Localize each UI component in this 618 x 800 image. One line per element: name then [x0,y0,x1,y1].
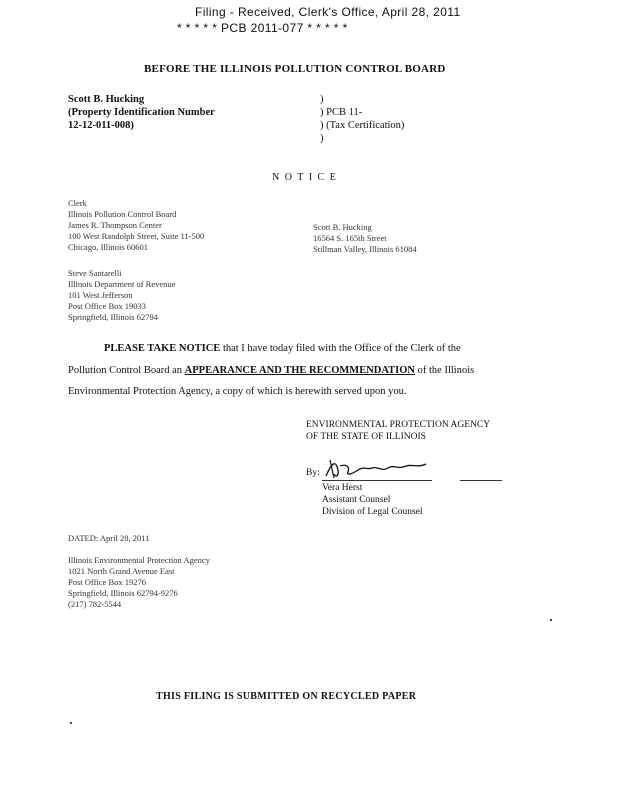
address-line: 16564 S. 165th Street [313,233,387,243]
caption-case-type: ) (Tax Certification) [320,120,405,131]
address-revenue [68,268,175,323]
signature-line-end [460,480,502,481]
address-line: Stillman Valley, Illinois 61084 [313,244,417,254]
caption-pin-line: (Property Identification Number [68,107,215,118]
footer-address-line: 1021 North Grand Avenue East [68,566,175,576]
address-line: Illinois Pollution Control Board [68,209,177,219]
address-line: 101 West Jefferson [68,290,133,300]
notice-body-line-3: Environmental Protection Agency, a copy of which is herewith served upon you. [68,386,407,397]
address-line: 100 West Randolph Street, Suite 11-500 [68,231,205,241]
footer-address-line: Post Office Box 19276 [68,577,146,587]
notice-line-2-start: Pollution Control Board an [68,365,185,376]
address-line: Illinois Department of Revenue [68,279,176,289]
board-title: BEFORE THE ILLINOIS POLLUTION CONTROL BOARD [144,63,446,75]
agency-state: OF THE STATE OF ILLINOIS [306,432,426,442]
address-line: James R. Thompson Center [68,220,162,230]
signer-title: Assistant Counsel [322,495,391,505]
address-hucking [313,222,417,255]
notice-body-line-2 [68,365,474,376]
caption-petitioner: Scott B. Hucking [68,94,145,105]
dated-line: DATED: April 28, 2011 [68,533,150,543]
scan-speck [550,619,552,621]
address-line: Chicago, Illinois 60601 [68,242,149,252]
notice-title: N O T I C E [272,172,338,183]
signer-block [322,482,423,518]
caption-paren-4: ) [320,133,324,144]
recycled-paper-note: THIS FILING IS SUBMITTED ON RECYCLED PAPER [156,691,417,702]
address-line: Scott B. Hucking [313,222,372,232]
address-line: Post Office Box 19033 [68,301,146,311]
signer-name: Vera Herst [322,483,363,493]
caption-case-number: ) PCB 11- [320,107,363,118]
notice-line-2-end: of the Illinois [415,365,475,376]
signer-division: Division of Legal Counsel [322,507,423,517]
caption-paren-1: ) [320,94,324,105]
scan-speck [70,722,72,724]
by-label: By: [306,468,320,478]
notice-body-line-1 [104,343,461,354]
notice-lead: PLEASE TAKE NOTICE [104,343,221,354]
footer-address [68,555,210,610]
notice-line-1-rest: that I have today filed with the Office of the Clerk of the [220,343,461,354]
address-clerk [68,198,204,253]
filing-stamp-line-2: * * * * * PCB 2011-077 * * * * * [177,21,348,35]
footer-address-line: Springfield, Illinois 62794-9276 [68,588,178,598]
agency-name: ENVIRONMENTAL PROTECTION AGENCY [306,420,491,430]
agency-block [306,419,490,443]
handwritten-signature [322,456,432,482]
footer-address-line: (217) 782-5544 [68,599,122,609]
caption-left [68,93,215,132]
address-line: Clerk [68,198,87,208]
footer-address-line: Illinois Environmental Protection Agency [68,555,210,565]
filing-stamp-line-1: Filing - Received, Clerk's Office, April 28, 2011 [195,5,461,19]
caption-right [320,93,404,145]
address-line: Steve Santarelli [68,268,122,278]
address-line: Springfield, Illinois 62794 [68,312,158,322]
caption-pin-number: 12-12-011-008) [68,120,134,131]
notice-emphasis: APPEARANCE AND THE RECOMMENDATION [184,365,416,376]
